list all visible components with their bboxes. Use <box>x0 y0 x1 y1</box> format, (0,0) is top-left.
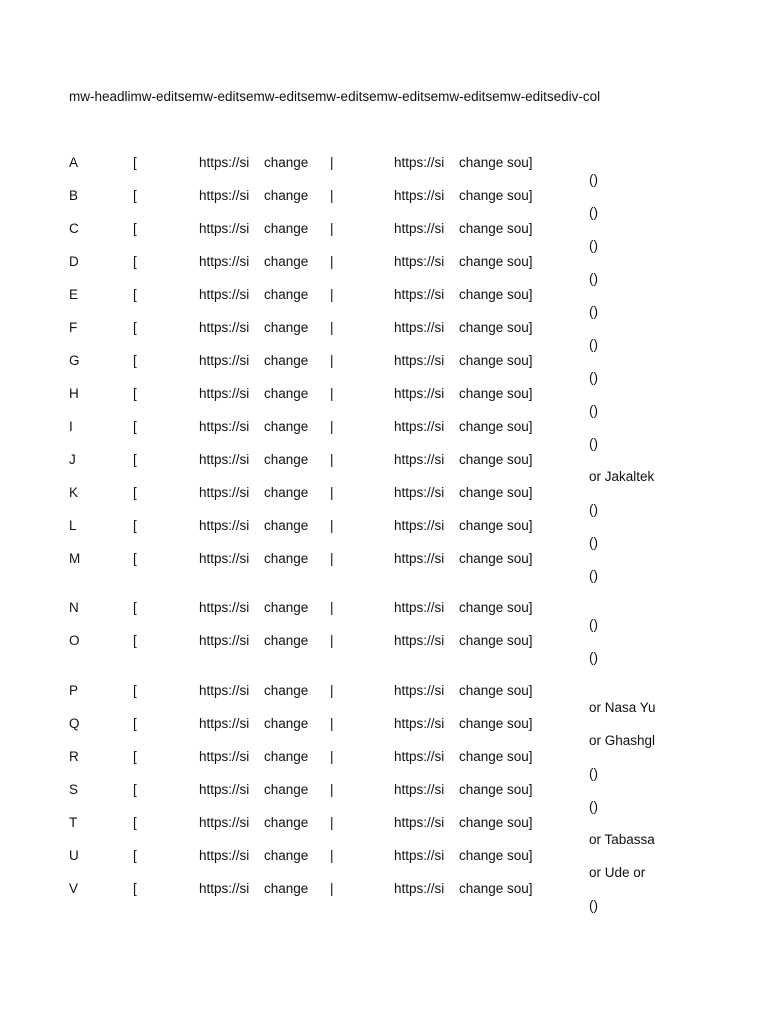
change-source-text: change sou] <box>459 485 533 500</box>
change-text: change <box>264 749 309 764</box>
entry-row <box>0 518 768 538</box>
pipe-separator: | <box>330 485 334 500</box>
entry-row <box>0 353 768 373</box>
open-bracket: [ <box>133 716 137 731</box>
open-bracket: [ <box>133 188 137 203</box>
change-text: change <box>264 386 309 401</box>
change-source-text: change sou] <box>459 254 533 269</box>
entry-letter: B <box>69 188 79 203</box>
url-link-2: https://si <box>394 749 445 764</box>
entry-letter: R <box>69 749 79 764</box>
open-bracket: [ <box>133 419 137 434</box>
side-note: () <box>589 436 598 451</box>
change-source-text: change sou] <box>459 815 533 830</box>
side-note: () <box>589 304 598 319</box>
url-link: https://si <box>199 848 250 863</box>
change-text: change <box>264 683 309 698</box>
side-note: or Ghashgl <box>589 733 656 748</box>
change-text: change <box>264 716 309 731</box>
pipe-separator: | <box>330 600 334 615</box>
entry-row <box>0 419 768 439</box>
entry-row <box>0 782 768 802</box>
change-source-text: change sou] <box>459 551 533 566</box>
side-note: or Jakaltek <box>589 469 655 484</box>
entry-row <box>0 254 768 274</box>
pipe-separator: | <box>330 633 334 648</box>
change-source-text: change sou] <box>459 353 533 368</box>
change-text: change <box>264 353 309 368</box>
url-link-2: https://si <box>394 600 445 615</box>
url-link: https://si <box>199 518 250 533</box>
pipe-separator: | <box>330 386 334 401</box>
side-note: () <box>589 650 598 665</box>
entry-row <box>0 320 768 340</box>
change-source-text: change sou] <box>459 320 533 335</box>
side-note: or Tabassa <box>589 832 655 847</box>
pipe-separator: | <box>330 254 334 269</box>
side-note: () <box>589 403 598 418</box>
pipe-separator: | <box>330 221 334 236</box>
entry-letter: K <box>69 485 79 500</box>
entry-row <box>0 881 768 901</box>
change-source-text: change sou] <box>459 221 533 236</box>
url-link-2: https://si <box>394 551 445 566</box>
pipe-separator: | <box>330 848 334 863</box>
entry-row <box>0 551 768 571</box>
change-source-text: change sou] <box>459 716 533 731</box>
open-bracket: [ <box>133 848 137 863</box>
change-source-text: change sou] <box>459 188 533 203</box>
entry-letter: S <box>69 782 79 797</box>
entry-row <box>0 155 768 175</box>
entry-row <box>0 386 768 406</box>
entry-row <box>0 749 768 769</box>
entry-letter: F <box>69 320 78 335</box>
pipe-separator: | <box>330 716 334 731</box>
pipe-separator: | <box>330 782 334 797</box>
url-link: https://si <box>199 485 250 500</box>
url-link: https://si <box>199 551 250 566</box>
open-bracket: [ <box>133 633 137 648</box>
open-bracket: [ <box>133 155 137 170</box>
side-note: () <box>589 172 598 187</box>
side-note: () <box>589 502 598 517</box>
url-link-2: https://si <box>394 452 445 467</box>
url-link-2: https://si <box>394 386 445 401</box>
url-link: https://si <box>199 386 250 401</box>
side-note: or Nasa Yu <box>589 700 656 715</box>
entry-letter: L <box>69 518 77 533</box>
entry-letter: D <box>69 254 79 269</box>
change-source-text: change sou] <box>459 749 533 764</box>
pipe-separator: | <box>330 551 334 566</box>
url-link: https://si <box>199 600 250 615</box>
change-text: change <box>264 221 309 236</box>
open-bracket: [ <box>133 815 137 830</box>
entry-letter: J <box>69 452 76 467</box>
url-link: https://si <box>199 188 250 203</box>
pipe-separator: | <box>330 881 334 896</box>
open-bracket: [ <box>133 221 137 236</box>
url-link: https://si <box>199 633 250 648</box>
pipe-separator: | <box>330 353 334 368</box>
url-link: https://si <box>199 419 250 434</box>
side-note: () <box>589 568 598 583</box>
url-link-2: https://si <box>394 287 445 302</box>
side-note: () <box>589 337 598 352</box>
change-source-text: change sou] <box>459 287 533 302</box>
change-source-text: change sou] <box>459 155 533 170</box>
change-text: change <box>264 633 309 648</box>
side-note: () <box>589 766 598 781</box>
side-note: () <box>589 535 598 550</box>
url-link-2: https://si <box>394 320 445 335</box>
pipe-separator: | <box>330 749 334 764</box>
url-link: https://si <box>199 452 250 467</box>
change-text: change <box>264 485 309 500</box>
url-link-2: https://si <box>394 155 445 170</box>
change-text: change <box>264 287 309 302</box>
change-text: change <box>264 815 309 830</box>
url-link: https://si <box>199 716 250 731</box>
url-link: https://si <box>199 815 250 830</box>
pipe-separator: | <box>330 287 334 302</box>
entry-row <box>0 633 768 653</box>
page-heading: mw-headlimw-editsemw-editsemw-editsemw-editsemw-editsemw-editsemw-editsediv-col <box>69 89 601 104</box>
pipe-separator: | <box>330 188 334 203</box>
side-note: () <box>589 271 598 286</box>
change-text: change <box>264 155 309 170</box>
entry-row <box>0 188 768 208</box>
side-note: () <box>589 370 598 385</box>
url-link: https://si <box>199 254 250 269</box>
url-link-2: https://si <box>394 188 445 203</box>
url-link: https://si <box>199 287 250 302</box>
change-text: change <box>264 452 309 467</box>
open-bracket: [ <box>133 683 137 698</box>
side-note: () <box>589 238 598 253</box>
change-source-text: change sou] <box>459 683 533 698</box>
url-link-2: https://si <box>394 485 445 500</box>
url-link: https://si <box>199 683 250 698</box>
pipe-separator: | <box>330 683 334 698</box>
change-source-text: change sou] <box>459 881 533 896</box>
change-text: change <box>264 600 309 615</box>
entry-letter: G <box>69 353 80 368</box>
url-link: https://si <box>199 221 250 236</box>
url-link: https://si <box>199 155 250 170</box>
entry-row <box>0 848 768 868</box>
change-text: change <box>264 881 309 896</box>
change-text: change <box>264 848 309 863</box>
open-bracket: [ <box>133 749 137 764</box>
pipe-separator: | <box>330 452 334 467</box>
change-source-text: change sou] <box>459 600 533 615</box>
url-link: https://si <box>199 353 250 368</box>
change-source-text: change sou] <box>459 848 533 863</box>
change-text: change <box>264 551 309 566</box>
open-bracket: [ <box>133 600 137 615</box>
url-link-2: https://si <box>394 848 445 863</box>
side-note: () <box>589 205 598 220</box>
url-link-2: https://si <box>394 716 445 731</box>
entry-letter: N <box>69 600 79 615</box>
change-source-text: change sou] <box>459 452 533 467</box>
pipe-separator: | <box>330 419 334 434</box>
url-link-2: https://si <box>394 419 445 434</box>
pipe-separator: | <box>330 155 334 170</box>
open-bracket: [ <box>133 551 137 566</box>
entry-letter: I <box>69 419 73 434</box>
url-link-2: https://si <box>394 815 445 830</box>
url-link-2: https://si <box>394 782 445 797</box>
entry-letter: A <box>69 155 79 170</box>
side-note: or Ude or <box>589 865 646 880</box>
entry-letter: Q <box>69 716 80 731</box>
change-text: change <box>264 254 309 269</box>
change-text: change <box>264 320 309 335</box>
url-link-2: https://si <box>394 881 445 896</box>
entry-letter: U <box>69 848 79 863</box>
change-text: change <box>264 518 309 533</box>
url-link-2: https://si <box>394 254 445 269</box>
change-source-text: change sou] <box>459 782 533 797</box>
change-source-text: change sou] <box>459 518 533 533</box>
change-source-text: change sou] <box>459 633 533 648</box>
open-bracket: [ <box>133 287 137 302</box>
entry-letter: H <box>69 386 79 401</box>
change-text: change <box>264 188 309 203</box>
url-link: https://si <box>199 749 250 764</box>
url-link: https://si <box>199 782 250 797</box>
entry-row <box>0 485 768 505</box>
entry-row <box>0 287 768 307</box>
pipe-separator: | <box>330 518 334 533</box>
url-link: https://si <box>199 320 250 335</box>
open-bracket: [ <box>133 782 137 797</box>
change-source-text: change sou] <box>459 386 533 401</box>
change-text: change <box>264 782 309 797</box>
entry-letter: M <box>69 551 81 566</box>
entry-letter: T <box>69 815 78 830</box>
url-link-2: https://si <box>394 221 445 236</box>
pipe-separator: | <box>330 320 334 335</box>
change-text: change <box>264 419 309 434</box>
open-bracket: [ <box>133 881 137 896</box>
pipe-separator: | <box>330 815 334 830</box>
side-note: () <box>589 898 598 913</box>
open-bracket: [ <box>133 353 137 368</box>
entry-row <box>0 600 768 620</box>
open-bracket: [ <box>133 518 137 533</box>
side-note: () <box>589 617 598 632</box>
url-link-2: https://si <box>394 518 445 533</box>
open-bracket: [ <box>133 386 137 401</box>
open-bracket: [ <box>133 485 137 500</box>
open-bracket: [ <box>133 320 137 335</box>
url-link-2: https://si <box>394 633 445 648</box>
change-source-text: change sou] <box>459 419 533 434</box>
entry-letter: V <box>69 881 79 896</box>
open-bracket: [ <box>133 254 137 269</box>
entry-letter: E <box>69 287 79 302</box>
entry-letter: O <box>69 633 80 648</box>
entry-letter: P <box>69 683 79 698</box>
entry-letter: C <box>69 221 79 236</box>
open-bracket: [ <box>133 452 137 467</box>
url-link: https://si <box>199 881 250 896</box>
url-link-2: https://si <box>394 683 445 698</box>
side-note: () <box>589 799 598 814</box>
url-link-2: https://si <box>394 353 445 368</box>
entry-row <box>0 221 768 241</box>
